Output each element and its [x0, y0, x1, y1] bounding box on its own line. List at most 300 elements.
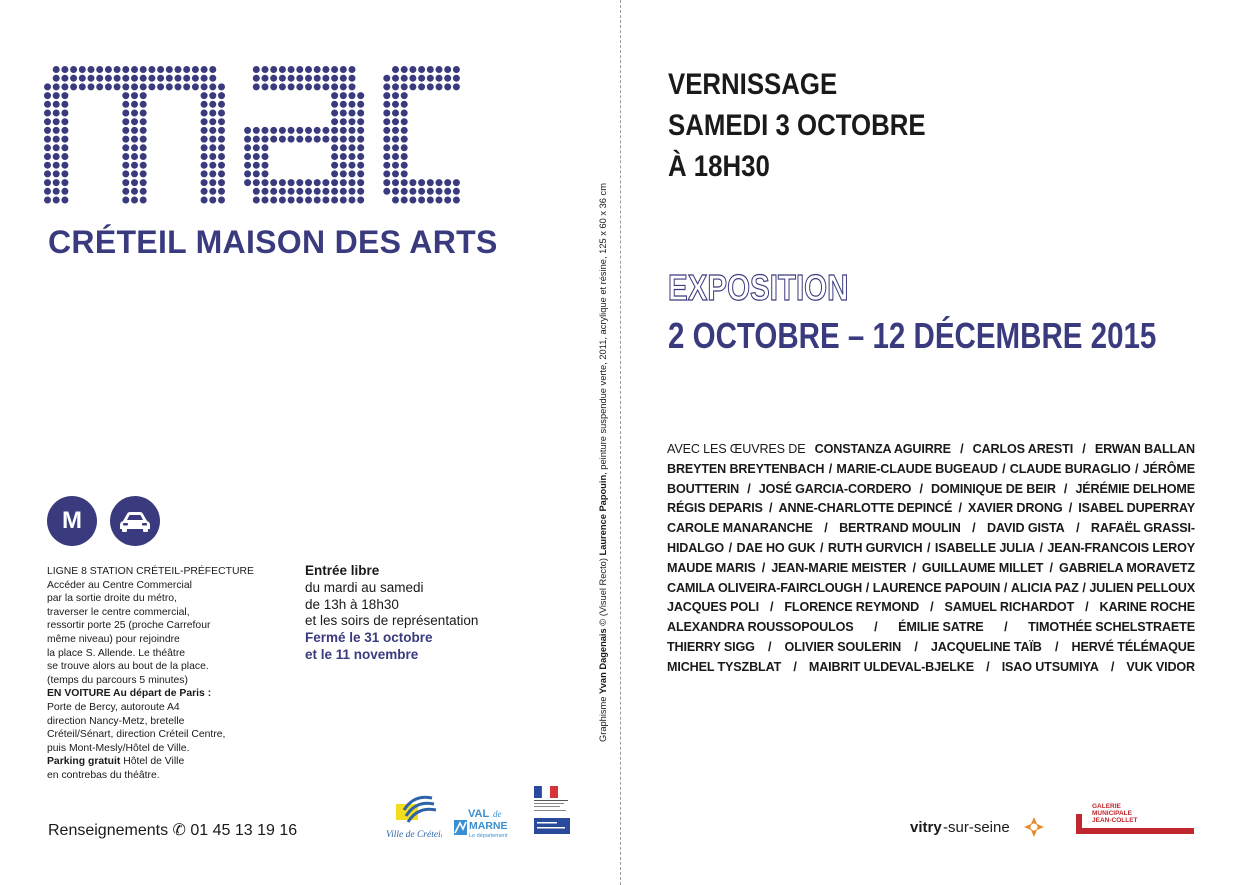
logo-dot [340, 170, 347, 177]
logo-dot [44, 92, 51, 99]
logo-dot [270, 188, 277, 195]
logo-dot [53, 127, 60, 134]
logo-dot [383, 110, 390, 117]
logo-dot [262, 66, 269, 73]
logo-dot [53, 66, 60, 73]
logo-dot [331, 162, 338, 169]
logo-dot [105, 66, 112, 73]
logo-dot [44, 83, 51, 90]
logo-dot [349, 197, 356, 204]
logo-dot [401, 136, 408, 143]
logo-dot [444, 188, 451, 195]
logo-dot [314, 136, 321, 143]
logo-dot [288, 188, 295, 195]
logo-dot [140, 170, 147, 177]
logo-dot [209, 92, 216, 99]
logo-dot [209, 162, 216, 169]
logo-dot [279, 127, 286, 134]
logo-dot [427, 179, 434, 186]
closed-date: et le 11 novembre [305, 646, 419, 662]
svg-text:Le département: Le département [469, 833, 508, 839]
logo-dot [314, 188, 321, 195]
logo-dot [131, 197, 138, 204]
logo-dot [357, 162, 364, 169]
logo-dot [392, 136, 399, 143]
artist-name: HERVÉ TÉLÉMAQUE [1071, 639, 1195, 654]
logo-dot [340, 75, 347, 82]
logo-dot [201, 162, 208, 169]
logo-dot [61, 153, 68, 160]
logo-dot [305, 75, 312, 82]
logo-dot [444, 75, 451, 82]
logo-dot [114, 66, 121, 73]
logo-dot [201, 188, 208, 195]
logo-dot [305, 197, 312, 204]
logo-dot [131, 153, 138, 160]
logo-dot [140, 144, 147, 151]
logo-dot [383, 83, 390, 90]
logo-dot [140, 188, 147, 195]
logo-dot [253, 136, 260, 143]
logo-dot [392, 197, 399, 204]
logo-dot [253, 127, 260, 134]
logo-dot [122, 75, 129, 82]
separator: / [747, 481, 751, 496]
logo-dot [401, 110, 408, 117]
logo-dot [201, 118, 208, 125]
logo-dot [314, 83, 321, 90]
logo-dot [288, 83, 295, 90]
logo-dot [262, 127, 269, 134]
logo-dot [436, 179, 443, 186]
separator: / [728, 540, 732, 555]
logo-dot [70, 83, 77, 90]
logo-dot [157, 66, 164, 73]
logo-dot [44, 162, 51, 169]
logo-dot [444, 83, 451, 90]
logo-dot [244, 144, 251, 151]
artist-name: MICHEL TYSZBLAT [667, 659, 782, 674]
logo-dot [279, 179, 286, 186]
artist-name: THIERRY SIGG [667, 639, 755, 654]
logo-dot [357, 197, 364, 204]
logo-dot [401, 153, 408, 160]
logo-dot [244, 127, 251, 134]
artist-name: DOMINIQUE DE BEIR [930, 481, 1056, 496]
logo-dot [44, 127, 51, 134]
logo-dot [44, 110, 51, 117]
logo-dot [279, 136, 286, 143]
logo-dot [340, 66, 347, 73]
svg-text:VAL: VAL [468, 808, 490, 820]
artists-line [667, 460, 1195, 480]
directions-line: ressortir porte 25 (proche Carrefour [47, 620, 211, 632]
contact-phone: Renseignements ✆ 01 45 13 19 16 [48, 822, 298, 839]
separator: / [1054, 639, 1059, 654]
logo-dot [305, 127, 312, 134]
logo-dot [218, 127, 225, 134]
logo-dot [218, 179, 225, 186]
logo-dot [96, 75, 103, 82]
ministere-culture-logo [532, 786, 572, 836]
logo-dot [262, 197, 269, 204]
logo-dot [296, 75, 303, 82]
separator: / [1110, 659, 1115, 674]
logo-dot [53, 179, 60, 186]
logo-dot [148, 83, 155, 90]
logo-dot [288, 75, 295, 82]
logo-dot [79, 83, 86, 90]
separator: / [1082, 580, 1086, 595]
vernissage-title: VERNISSAGE [668, 68, 838, 101]
logo-dot [175, 66, 182, 73]
logo-dot [201, 136, 208, 143]
logo-dot [288, 66, 295, 73]
image-credit: Graphisme Yvan Dagenais © (Visuel Recto) Laurence Papouin, peinture suspendue verte, 2011, acrylique et résine, 125 x 60 x 36 cm [598, 183, 608, 742]
logo-dot [296, 179, 303, 186]
logo-dot [444, 179, 451, 186]
logo-dot [148, 75, 155, 82]
artist-name: ALEXANDRA ROUSSOPOULOS [667, 620, 854, 635]
logo-dot [44, 197, 51, 204]
logo-dot [322, 136, 329, 143]
logo-dot [262, 188, 269, 195]
logo-dot [331, 179, 338, 186]
logo-dot [218, 136, 225, 143]
logo-dot [270, 66, 277, 73]
logo-dot [270, 179, 277, 186]
logo-dot [201, 83, 208, 90]
logo-dot [131, 66, 138, 73]
logo-dot [357, 170, 364, 177]
logo-dot [53, 162, 60, 169]
separator: / [912, 560, 916, 575]
separator: / [1063, 481, 1068, 496]
logo-dot [131, 127, 138, 134]
separator: / [972, 521, 976, 536]
directions-text [47, 565, 287, 783]
logo-dot [392, 144, 399, 151]
logo-dot [349, 136, 356, 143]
artist-name: ÉMILIE SATRE [898, 620, 984, 635]
logo-dot [305, 179, 312, 186]
logo-dot [314, 75, 321, 82]
logo-dot [270, 83, 277, 90]
artist-name: RUTH GURVICH [827, 540, 923, 555]
logo-dot [296, 197, 303, 204]
logo-dot [288, 127, 295, 134]
separator: / [1003, 580, 1008, 595]
logo-dot [61, 162, 68, 169]
artist-name: ANNE-CHARLOTTE DEPINCÉ [778, 501, 953, 516]
logo-dot [218, 144, 225, 151]
svg-text:MARNE: MARNE [469, 820, 508, 832]
logo-dot [383, 127, 390, 134]
artist-name: RAFAËL GRASSI- [1090, 521, 1195, 536]
logo-dot [53, 197, 60, 204]
logo-dot [61, 83, 68, 90]
artist-name: ALICIA PAZ [1010, 580, 1079, 595]
logo-dot [148, 66, 155, 73]
logo-dot [444, 66, 451, 73]
logo-dot [140, 136, 147, 143]
artist-name: KARINE ROCHE [1099, 600, 1195, 615]
logo-dot [61, 75, 68, 82]
logo-dot [105, 75, 112, 82]
separator: / [960, 442, 964, 456]
artist-name: JEAN-FRANCOIS LEROY [1047, 540, 1195, 555]
separator: / [914, 639, 918, 654]
logo-dot [357, 92, 364, 99]
logo-dot [349, 83, 356, 90]
logo-dot [96, 83, 103, 90]
logo-dot [253, 179, 260, 186]
logo-dot [436, 83, 443, 90]
logo-dot [70, 66, 77, 73]
logo-dot [114, 75, 121, 82]
logo-dot [331, 170, 338, 177]
logo-dot [140, 75, 147, 82]
logo-dot [401, 179, 408, 186]
closed-date: Fermé le 31 octobre [305, 630, 433, 646]
mac-dotted-logo [44, 62, 464, 208]
logo-dot [392, 83, 399, 90]
logo-dot [192, 83, 199, 90]
svg-text:MUNICIPALE: MUNICIPALE [1092, 810, 1132, 817]
separator: / [1049, 560, 1053, 575]
logo-dot [157, 83, 164, 90]
logo-dot [331, 83, 338, 90]
logo-dot [105, 83, 112, 90]
logo-dot [383, 170, 390, 177]
logo-dot [140, 179, 147, 186]
artist-name: ISABELLE JULIA [934, 540, 1035, 555]
metro-icon-label: M [62, 507, 82, 534]
separator: / [770, 600, 774, 615]
logo-dot [140, 101, 147, 108]
logo-dot [70, 75, 77, 82]
logo-dot [218, 92, 225, 99]
logo-dot [357, 110, 364, 117]
directions-line: même niveau) pour rejoindre [47, 633, 180, 645]
logo-dot [340, 127, 347, 134]
logo-dot [392, 170, 399, 177]
directions-line: direction Nancy-Metz, bretelle [47, 715, 185, 727]
separator: / [1068, 501, 1073, 516]
logo-dot [279, 75, 286, 82]
logo-dot [122, 101, 129, 108]
logo-dot [357, 136, 364, 143]
logo-dot [270, 136, 277, 143]
logo-dot [131, 75, 138, 82]
fold-line [620, 0, 621, 885]
separator: / [1085, 600, 1089, 615]
artist-name: GUILLAUME MILLET [921, 560, 1044, 575]
logo-dot [357, 179, 364, 186]
logo-dot [53, 170, 60, 177]
directions-line: se trouve alors au bout de la place. [47, 661, 209, 673]
logo-dot [322, 188, 329, 195]
logo-dot [53, 101, 60, 108]
directions-line: Porte de Bercy, autoroute A4 [47, 701, 180, 713]
logo-dot [427, 188, 434, 195]
logo-dot [401, 144, 408, 151]
logo-dot [436, 66, 443, 73]
vernissage-date: SAMEDI 3 OCTOBRE [668, 109, 926, 142]
logo-dot [140, 110, 147, 117]
logo-dot [253, 188, 260, 195]
artist-name: JACQUES POLI [667, 600, 759, 615]
logo-dot [279, 66, 286, 73]
logo-dot [392, 179, 399, 186]
logo-dot [262, 153, 269, 160]
logo-dot [53, 144, 60, 151]
artist-name: CONSTANZA AGUIRRE [814, 442, 951, 456]
logo-dot [349, 144, 356, 151]
logo-dot [305, 136, 312, 143]
logo-dot [218, 188, 225, 195]
logo-dot [409, 179, 416, 186]
artist-name: VUK VIDOR [1126, 659, 1195, 674]
logo-dot [209, 144, 216, 151]
logo-dot [209, 170, 216, 177]
logo-dot [183, 83, 190, 90]
logo-dot [61, 101, 68, 108]
artist-name: JACQUELINE TAÏB [930, 639, 1042, 654]
artist-name: CAMILA OLIVEIRA-FAIRCLOUGH [667, 580, 863, 595]
artist-name: CLAUDE BURAGLIO [1009, 461, 1131, 476]
logo-dot [88, 83, 95, 90]
logo-dot [122, 136, 129, 143]
logo-dot [131, 170, 138, 177]
logo-dot [96, 66, 103, 73]
logo-dot [183, 75, 190, 82]
logo-dot [409, 66, 416, 73]
logo-dot [340, 188, 347, 195]
logo-dot [322, 66, 329, 73]
logo-dot [349, 179, 356, 186]
val-de-marne-logo [454, 805, 520, 839]
logo-dot [436, 75, 443, 82]
logo-dot [192, 75, 199, 82]
separator: / [1076, 521, 1080, 536]
logo-dot [253, 197, 260, 204]
logo-dot [401, 118, 408, 125]
artists-line [667, 519, 1195, 539]
artist-name: MARIE-CLAUDE BUGEAUD [836, 461, 998, 476]
logo-dot [340, 101, 347, 108]
logo-dot [122, 179, 129, 186]
car-icon [110, 496, 160, 546]
logo-dot [61, 136, 68, 143]
logo-dot [331, 144, 338, 151]
logo-dot [218, 101, 225, 108]
logo-dot [201, 170, 208, 177]
logo-dot [296, 127, 303, 134]
logo-dot [201, 101, 208, 108]
logo-dot [61, 66, 68, 73]
logo-dot [122, 127, 129, 134]
logo-dot [122, 153, 129, 160]
logo-dot [314, 127, 321, 134]
logo-dot [253, 170, 260, 177]
logo-dot [131, 92, 138, 99]
separator: / [828, 461, 833, 476]
logo-dot [392, 66, 399, 73]
logo-dot [262, 75, 269, 82]
directions-line: traverser le centre commercial, [47, 606, 190, 618]
logo-dot [253, 153, 260, 160]
logo-dot [201, 127, 208, 134]
logo-dot [53, 110, 60, 117]
logo-dot [305, 83, 312, 90]
logo-dot [140, 162, 147, 169]
logo-dot [314, 66, 321, 73]
logo-dot [209, 179, 216, 186]
logo-dot [305, 188, 312, 195]
directions-line: par la sortie droite du métro, [47, 593, 177, 605]
logo-dot [122, 83, 129, 90]
artist-name: RÉGIS DEPARIS [667, 501, 763, 516]
artists-line [667, 579, 1195, 599]
logo-dot [131, 144, 138, 151]
logo-dot [409, 75, 416, 82]
logo-dot [444, 197, 451, 204]
logo-dot [53, 153, 60, 160]
vitry-sur-seine-logo [910, 812, 1050, 842]
artist-name: BERTRAND MOULIN [839, 521, 961, 536]
logo-dot [331, 110, 338, 117]
logo-dot [340, 153, 347, 160]
logo-dot [427, 66, 434, 73]
logo-dot [262, 162, 269, 169]
directions-line: EN VOITURE Au départ de Paris : [47, 688, 212, 700]
logo-dot [418, 197, 425, 204]
logo-dot [349, 127, 356, 134]
logo-dot [322, 75, 329, 82]
logo-dot [322, 179, 329, 186]
logo-dot [88, 75, 95, 82]
logo-dot [357, 144, 364, 151]
vernissage-info [668, 64, 926, 187]
logo-dot [61, 110, 68, 117]
logo-dot [270, 197, 277, 204]
logo-dot [218, 153, 225, 160]
logo-dot [61, 144, 68, 151]
logo-dot [244, 179, 251, 186]
logo-dot [209, 136, 216, 143]
artist-name: MAUDE MARIS [667, 560, 756, 575]
logo-dot [262, 136, 269, 143]
logo-dot [392, 75, 399, 82]
logo-dot [131, 83, 138, 90]
logo-dot [392, 153, 399, 160]
artists-list [667, 440, 1195, 678]
logo-dot [44, 153, 51, 160]
separator: / [1002, 461, 1006, 476]
logo-dot [331, 66, 338, 73]
separator: / [793, 659, 797, 674]
logo-dot [349, 92, 356, 99]
logo-dot [357, 101, 364, 108]
logo-dot [218, 170, 225, 177]
artist-name: TIMOTHÉE SCHELSTRAETE [1028, 620, 1195, 635]
logo-dot [418, 75, 425, 82]
logo-dot [340, 83, 347, 90]
logo-dot [209, 83, 216, 90]
logo-dot [314, 197, 321, 204]
logo-dot [331, 136, 338, 143]
